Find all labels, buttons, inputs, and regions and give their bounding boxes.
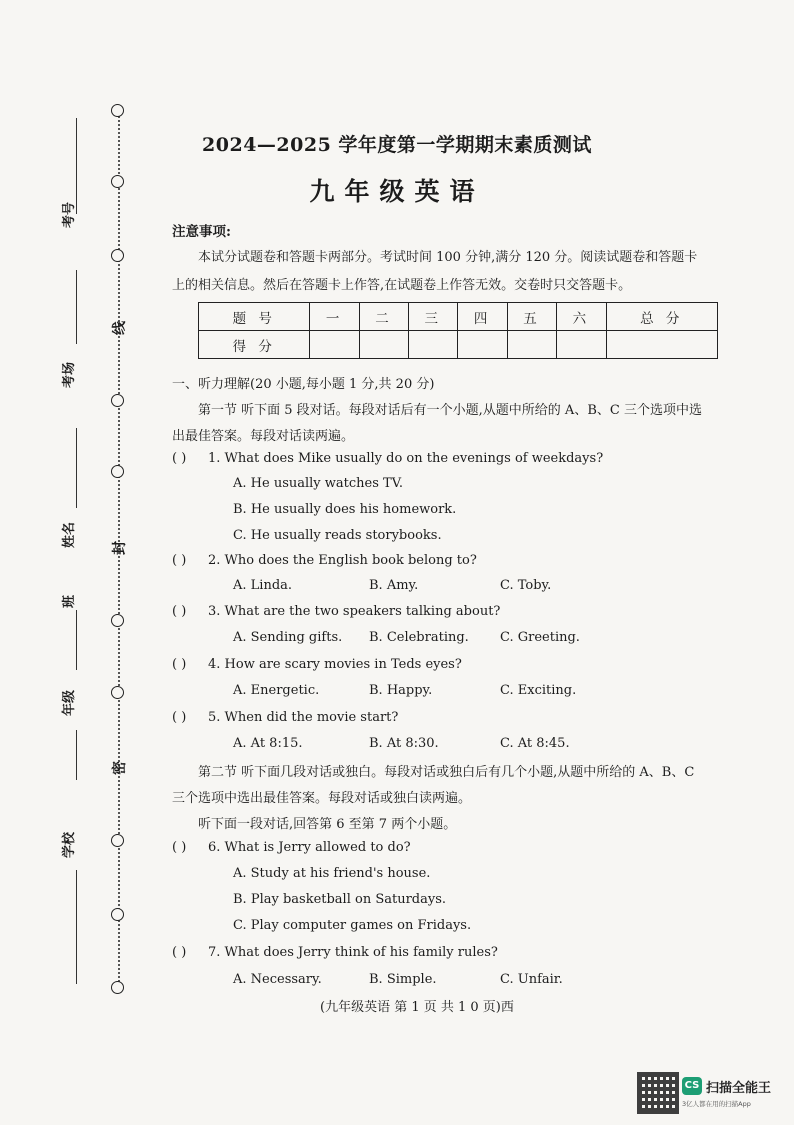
- option: C. Exciting.: [500, 683, 577, 698]
- score-input-cell[interactable]: [310, 331, 359, 359]
- answer-paren[interactable]: ( ): [172, 451, 187, 466]
- option: A. Energetic.: [233, 683, 320, 698]
- grade-line: [76, 730, 77, 780]
- name-label: 姓名: [62, 521, 77, 548]
- option: A. Linda.: [233, 578, 293, 593]
- score-row-label: 得 分: [199, 331, 310, 359]
- answer-paren[interactable]: ( ): [172, 657, 187, 672]
- camscanner-logo-icon: CS: [682, 1077, 702, 1095]
- score-table: [198, 302, 718, 359]
- name-line: [76, 428, 77, 508]
- school-line: [76, 870, 77, 984]
- class-line: [76, 610, 77, 670]
- option: A. Necessary.: [233, 972, 322, 987]
- notice-line: 上的相关信息。然后在答题卡上作答,在试题卷上作答无效。交卷时只交答题卡。: [172, 278, 632, 293]
- part1-instruction: 第一节 听下面 5 段对话。每段对话后有一个小题,从题中所给的 A、B、C 三个选项中选: [198, 403, 702, 418]
- binding-marker-line: 线: [112, 321, 128, 335]
- option: B. Simple.: [369, 972, 437, 987]
- score-input-cell[interactable]: [359, 331, 408, 359]
- score-cell: 一: [310, 303, 359, 331]
- binding-ring: [111, 249, 124, 262]
- score-input-cell[interactable]: [557, 331, 606, 359]
- binding-ring: [111, 614, 124, 627]
- section-heading: 一、听力理解(20 小题,每小题 1 分,共 20 分): [172, 377, 435, 392]
- option: B. Play basketball on Saturdays.: [233, 892, 447, 907]
- question-stem: 4. How are scary movies in Teds eyes?: [208, 657, 462, 672]
- option: A. At 8:15.: [233, 736, 303, 751]
- page-footer: (九年级英语 第 1 页 共 1 0 页)西: [320, 1000, 514, 1015]
- part2-instruction: 第二节 听下面几段对话或独白。每段对话或独白后有几个小题,从题中所给的 A、B、C: [198, 765, 695, 780]
- question-stem: 2. Who does the English book belong to?: [208, 553, 477, 568]
- score-cell: 二: [359, 303, 408, 331]
- option: C. Toby.: [500, 578, 552, 593]
- binding-marker-seal: 封: [112, 541, 128, 555]
- option: C. At 8:45.: [500, 736, 570, 751]
- option: A. He usually watches TV.: [233, 476, 403, 491]
- option: C. Greeting.: [500, 630, 580, 645]
- exam-room-line: [76, 270, 77, 344]
- binding-ring: [111, 908, 124, 921]
- scanner-app-name: 扫描全能王: [706, 1081, 772, 1096]
- option: C. Unfair.: [500, 972, 563, 987]
- score-cell: 六: [557, 303, 606, 331]
- score-input-cell[interactable]: [458, 331, 507, 359]
- score-table-score-row: [199, 331, 718, 359]
- binding-ring: [111, 834, 124, 847]
- question-stem: 6. What is Jerry allowed to do?: [208, 840, 411, 855]
- part2-instruction: 三个选项中选出最佳答案。每段对话或独白读两遍。: [172, 791, 472, 806]
- school-label: 学校: [62, 831, 77, 858]
- score-cell: 总 分: [606, 303, 718, 331]
- question-stem: 5. When did the movie start?: [208, 710, 399, 725]
- option: A. Sending gifts.: [233, 630, 343, 645]
- question-stem: 3. What are the two speakers talking about?: [208, 604, 501, 619]
- binding-ring: [111, 394, 124, 407]
- answer-paren[interactable]: ( ): [172, 945, 187, 960]
- binding-marker-secret: 密: [112, 761, 128, 775]
- score-table-header-row: [199, 303, 718, 331]
- class-label: 班: [62, 594, 77, 608]
- answer-paren[interactable]: ( ): [172, 710, 187, 725]
- answer-paren[interactable]: ( ): [172, 553, 187, 568]
- binding-ring: [111, 686, 124, 699]
- option: B. Celebrating.: [369, 630, 469, 645]
- exam-room-label: 考场: [62, 361, 77, 388]
- option: B. Amy.: [369, 578, 419, 593]
- option: C. He usually reads storybooks.: [233, 528, 442, 543]
- score-input-cell[interactable]: [507, 331, 556, 359]
- notice-line: 本试分试题卷和答题卡两部分。考试时间 100 分钟,满分 120 分。阅读试题卷和答题卡: [198, 250, 698, 265]
- option: A. Study at his friend's house.: [233, 866, 431, 881]
- question-stem: 1. What does Mike usually do on the evenings of weekdays?: [208, 451, 604, 466]
- part2-instruction: 听下面一段对话,回答第 6 至第 7 两个小题。: [198, 817, 457, 832]
- score-cell: 三: [409, 303, 458, 331]
- grade-label: 年级: [62, 689, 77, 716]
- score-input-cell[interactable]: [606, 331, 718, 359]
- score-input-cell[interactable]: [409, 331, 458, 359]
- score-cell: 五: [507, 303, 556, 331]
- option: B. Happy.: [369, 683, 433, 698]
- binding-ring: [111, 465, 124, 478]
- question-stem: 7. What does Jerry think of his family rules?: [208, 945, 498, 960]
- binding-ring: [111, 104, 124, 117]
- notice-heading: 注意事项:: [172, 224, 231, 240]
- option: C. Play computer games on Fridays.: [233, 918, 472, 933]
- score-cell: 四: [458, 303, 507, 331]
- option: B. At 8:30.: [369, 736, 439, 751]
- qr-code-icon: [637, 1072, 679, 1114]
- exam-title: 2024—2025 学年度第一学期期末素质测试: [202, 134, 592, 156]
- exam-subject: 九年级英语: [309, 177, 485, 206]
- answer-paren[interactable]: ( ): [172, 604, 187, 619]
- scanner-tagline: 3亿人都在用的扫描App: [682, 1100, 751, 1108]
- option: B. He usually does his homework.: [233, 502, 457, 517]
- answer-paren[interactable]: ( ): [172, 840, 187, 855]
- exam-number-label: 考号: [62, 201, 77, 228]
- score-cell: 题 号: [199, 303, 310, 331]
- binding-ring: [111, 981, 124, 994]
- part1-instruction: 出最佳答案。每段对话读两遍。: [172, 429, 355, 444]
